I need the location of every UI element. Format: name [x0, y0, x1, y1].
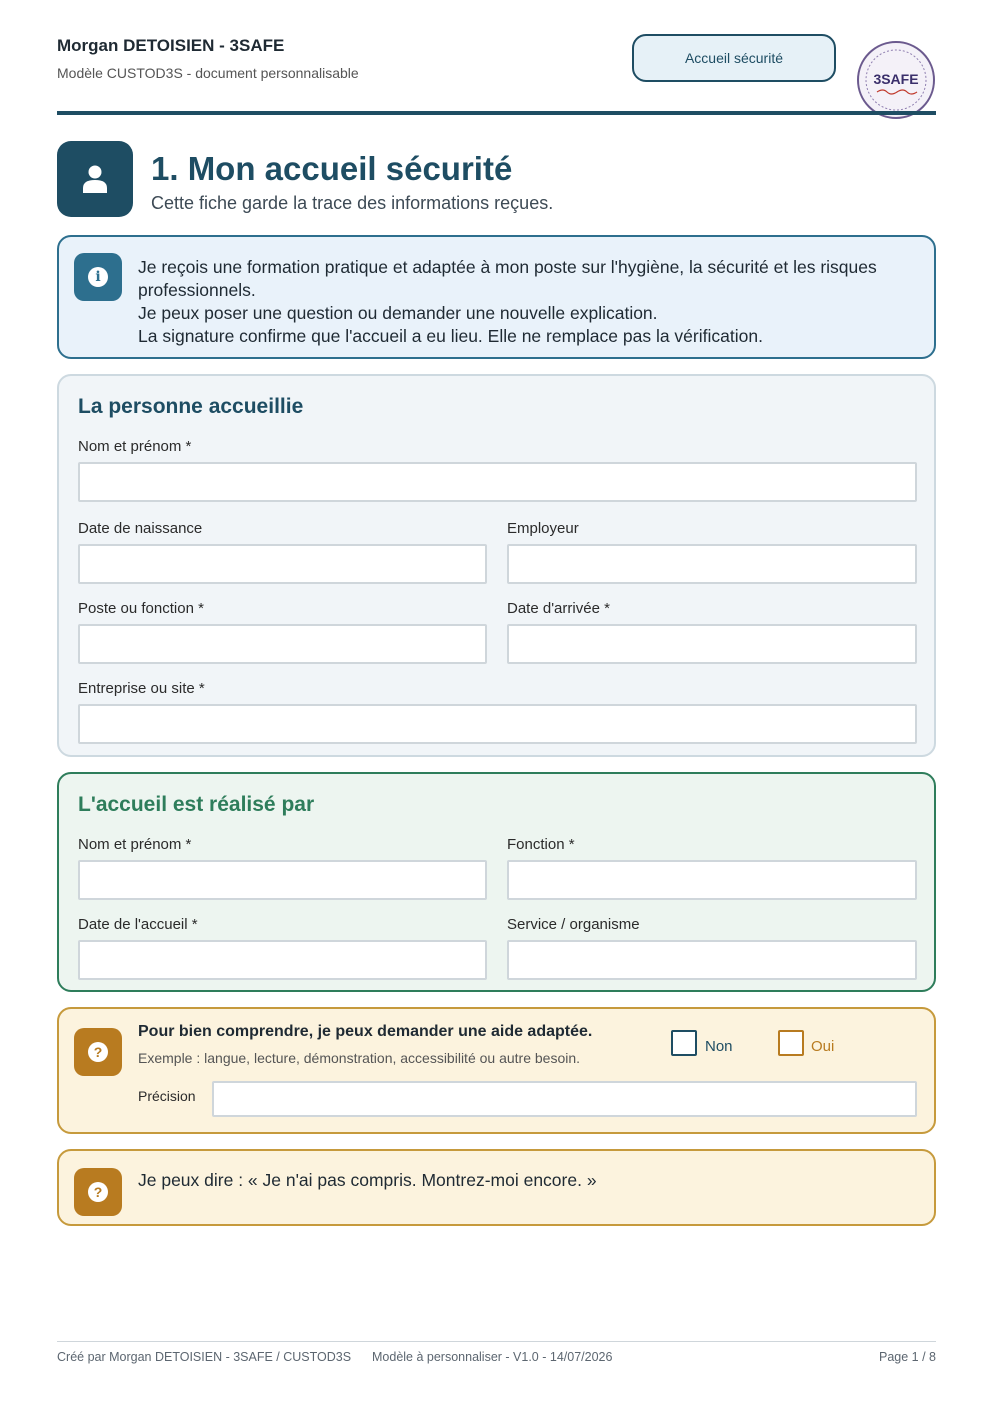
- staff-section-title: L'accueil est réalisé par: [78, 793, 315, 816]
- footer-version: Modèle à personnaliser - V1.0 - 14/07/2026: [372, 1350, 613, 1364]
- company-field[interactable]: [78, 704, 917, 744]
- oui-label: Oui: [811, 1038, 835, 1055]
- staff-function-label: Fonction *: [507, 836, 575, 853]
- welcome-date-label: Date de l'accueil *: [78, 916, 198, 933]
- staff-section: [57, 772, 936, 992]
- header-divider: [57, 111, 936, 115]
- employer-field[interactable]: [507, 544, 917, 584]
- staff-function-field[interactable]: [507, 860, 917, 900]
- info-line: Je peux poser une question ou demander une nouvelle explication.: [138, 303, 658, 323]
- footer-page: Page 1 / 8: [879, 1350, 936, 1364]
- 3safe-seal-logo: [855, 40, 937, 120]
- birth-date-label: Date de naissance: [78, 520, 203, 537]
- author-name: Morgan DETOISIEN - 3SAFE: [57, 36, 285, 55]
- section-badge-label: Accueil sécurité: [684, 50, 784, 66]
- arrival-date-field[interactable]: [507, 624, 917, 664]
- say-box: [57, 1149, 936, 1226]
- person-section: [57, 374, 936, 757]
- employer-label: Employeur: [507, 520, 579, 537]
- footer-created: Créé par Morgan DETOISIEN - 3SAFE / CUSTOD3S: [57, 1350, 352, 1364]
- help-example: Exemple : langue, lecture, démonstration, accessibilité ou autre besoin.: [138, 1050, 581, 1066]
- oui-checkbox[interactable]: [778, 1030, 804, 1056]
- job-field[interactable]: [78, 624, 487, 664]
- service-field[interactable]: [507, 940, 917, 980]
- birth-date-field[interactable]: [78, 544, 487, 584]
- info-box: [57, 235, 936, 359]
- info-line: Je reçois une formation pratique et adaptée à mon poste sur l'hygiène, la sécurité et les risques professionnels.: [138, 257, 877, 300]
- person-section-title: La personne accueillie: [78, 395, 304, 418]
- model-subtitle: Modèle CUSTOD3S - document personnalisable: [57, 65, 359, 81]
- info-icon: i: [74, 253, 122, 301]
- person-name-field[interactable]: [78, 462, 917, 502]
- page-subtitle: Cette fiche garde la trace des informations reçues.: [151, 193, 554, 213]
- page-title: 1. Mon accueil sécurité: [151, 150, 513, 187]
- person-name-label: Nom et prénom *: [78, 438, 192, 455]
- section-badge: [632, 34, 836, 82]
- arrival-date-label: Date d'arrivée *: [507, 600, 610, 617]
- help-title: Pour bien comprendre, je peux demander une aide adaptée.: [138, 1023, 593, 1040]
- staff-name-label: Nom et prénom *: [78, 836, 192, 853]
- precision-field[interactable]: [212, 1081, 917, 1117]
- seal-text: 3SAFE: [873, 71, 919, 87]
- staff-name-field[interactable]: [78, 860, 487, 900]
- user-icon: [57, 141, 133, 217]
- job-label: Poste ou fonction *: [78, 600, 204, 617]
- info-text: [138, 256, 928, 348]
- say-text: Je peux dire : « Je n'ai pas compris. Montrez-moi encore. »: [138, 1170, 597, 1190]
- info-line: La signature confirme que l'accueil a eu lieu. Elle ne remplace pas la vérification.: [138, 326, 763, 346]
- question-icon: ?: [74, 1028, 122, 1076]
- non-checkbox[interactable]: [671, 1030, 697, 1056]
- welcome-date-field[interactable]: [78, 940, 487, 980]
- footer-divider: [57, 1341, 936, 1342]
- non-label: Non: [705, 1038, 733, 1055]
- service-label: Service / organisme: [507, 916, 640, 933]
- company-label: Entreprise ou site *: [78, 680, 205, 697]
- precision-label: Précision: [138, 1088, 196, 1104]
- help-box: [57, 1007, 936, 1134]
- question-icon: ?: [74, 1168, 122, 1216]
